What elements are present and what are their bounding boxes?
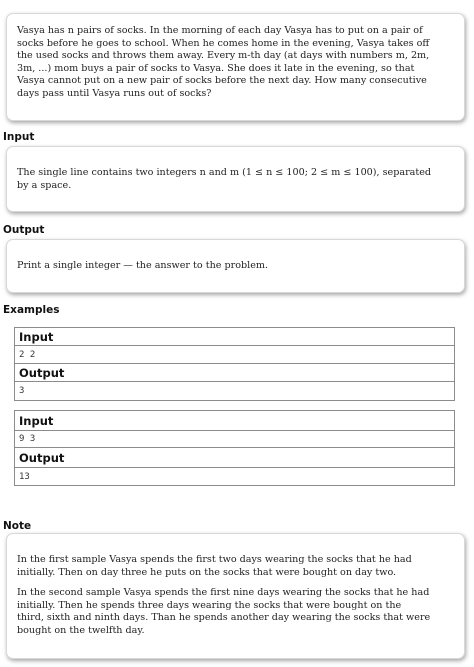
statement-line: socks before he goes to school. When he comes home in the evening, Vasya takes off [17, 37, 430, 49]
note-line: In the first sample Vasya spends the first two days wearing the socks that he had [17, 554, 412, 565]
example-output-value: 13 [19, 471, 30, 482]
output-heading: Output [3, 224, 45, 236]
input-card [6, 146, 465, 212]
example-1 [14, 327, 455, 401]
example-output-value: 3 [19, 386, 25, 396]
examples-heading: Examples [3, 304, 60, 316]
example-2 [14, 410, 455, 486]
input-line: The single line contains two integers n and m (1 ≤ n ≤ 100; 2 ≤ m ≤ 100), separated [17, 167, 432, 178]
example-output-label: Output [15, 448, 454, 468]
example-input-label: Input [15, 328, 454, 346]
example-input-value: 9 3 [15, 431, 454, 448]
note-card [6, 533, 465, 659]
statement-line: Vasya cannot put on a new pair of socks before the next day. How many consecutive [17, 75, 427, 87]
statement-line: 3m, ...) mom buys a pair of socks to Vasya. She does it late in the evening, so that [17, 62, 415, 74]
note-line: bought on the twelfth day. [17, 624, 145, 636]
input-line: by a space. [17, 179, 72, 191]
example-input-value: 2 2 [15, 346, 454, 364]
note-line: initially. Then on day three he puts on the socks that were bought on day two. [17, 566, 397, 578]
note-line: third, sixth and ninth days. Than he spends another day wearing the socks that were [17, 612, 431, 624]
input-heading: Input [3, 131, 35, 143]
note-heading: Note [3, 520, 32, 532]
example-input-label: Input [15, 411, 454, 431]
note-line: initially. Then he spends three days wearing the socks that were bought on the [17, 599, 402, 611]
statement-card [6, 13, 465, 121]
statement-line: Vasya has n pairs of socks. In the morning of each day Vasya has to put on a pair of [17, 25, 423, 36]
example-output-label: Output [15, 364, 454, 382]
output-line: Print a single integer — the answer to the problem. [17, 260, 269, 271]
statement-line: the used socks and throws them away. Every m-th day (at days with numbers m, 2m, [17, 50, 430, 62]
note-line: In the second sample Vasya spends the first nine days wearing the socks that he had [17, 587, 430, 599]
output-card [6, 239, 465, 293]
statement-line: days pass until Vasya runs out of socks? [17, 87, 212, 99]
